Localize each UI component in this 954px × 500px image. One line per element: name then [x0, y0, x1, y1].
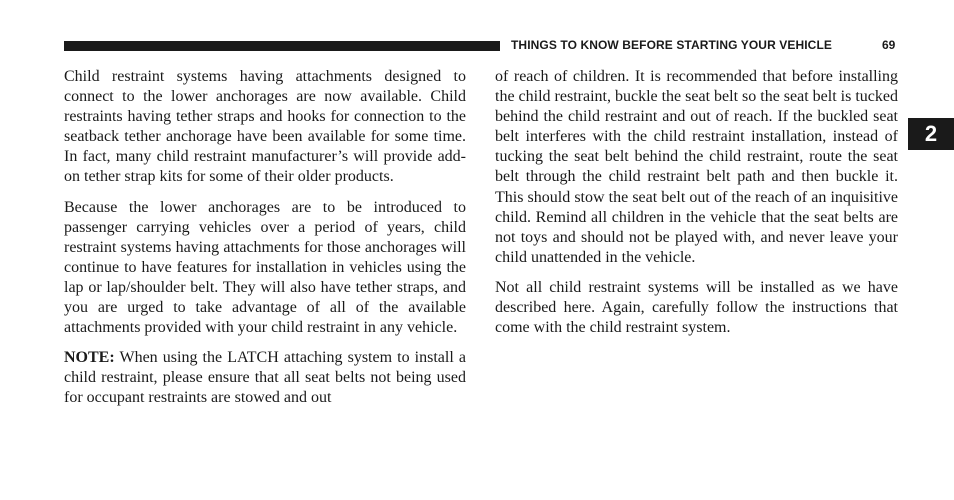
header-rule: [64, 41, 500, 51]
left-column: [64, 67, 466, 419]
note-text: When using the LATCH attaching system to install a child restraint, please ensure that all seat belts not being used for occupant restraints are stowed and out: [64, 349, 466, 407]
note-label: NOTE:: [64, 349, 115, 367]
page-number: 69: [882, 38, 896, 52]
paragraph: Because the lower anchorages are to be introduced to passenger carrying vehicles over a period of years, child restraint systems having attachments for those anchorages will continue to have features for installation in vehicles using the lap or lap/shoulder belt. They will also have tether straps, and you are urged to take advantage of all of the available attachments provided with your child restraint in any vehicle.: [64, 198, 466, 337]
running-title: THINGS TO KNOW BEFORE STARTING YOUR VEHICLE: [511, 38, 832, 52]
paragraph: Child restraint systems having attachments designed to connect to the lower anchorages are now available. Child restraints having tether straps and hooks for connection to the seatback tether anchorage have been available for some time. In fact, many child restraint manufacturer’s will provide add-on tether strap kits for some of their older products.: [64, 68, 466, 186]
right-column: [495, 67, 898, 348]
paragraph: Not all child restraint systems will be installed as we have described here. Again, carefully follow the instructions that come with the child restraint system.: [495, 278, 898, 337]
note-paragraph: [64, 348, 466, 408]
paragraph: of reach of children. It is recommended that before installing the child restraint, buckle the seat belt so the seat belt is tucked behind the child restraint and out of reach. If the buckled seat belt interferes with the child restraint installation, instead of tucking the seat belt behind the child restraint, route the seat belt through the child restraint belt path and then buckle it. This should stow the seat belt out of the reach of an inquisitive child. Remind all children in the vehicle that the seat belts are not toys and should not be played with, and never leave your child unattended in the vehicle.: [495, 68, 898, 266]
chapter-tab: 2: [908, 118, 954, 150]
